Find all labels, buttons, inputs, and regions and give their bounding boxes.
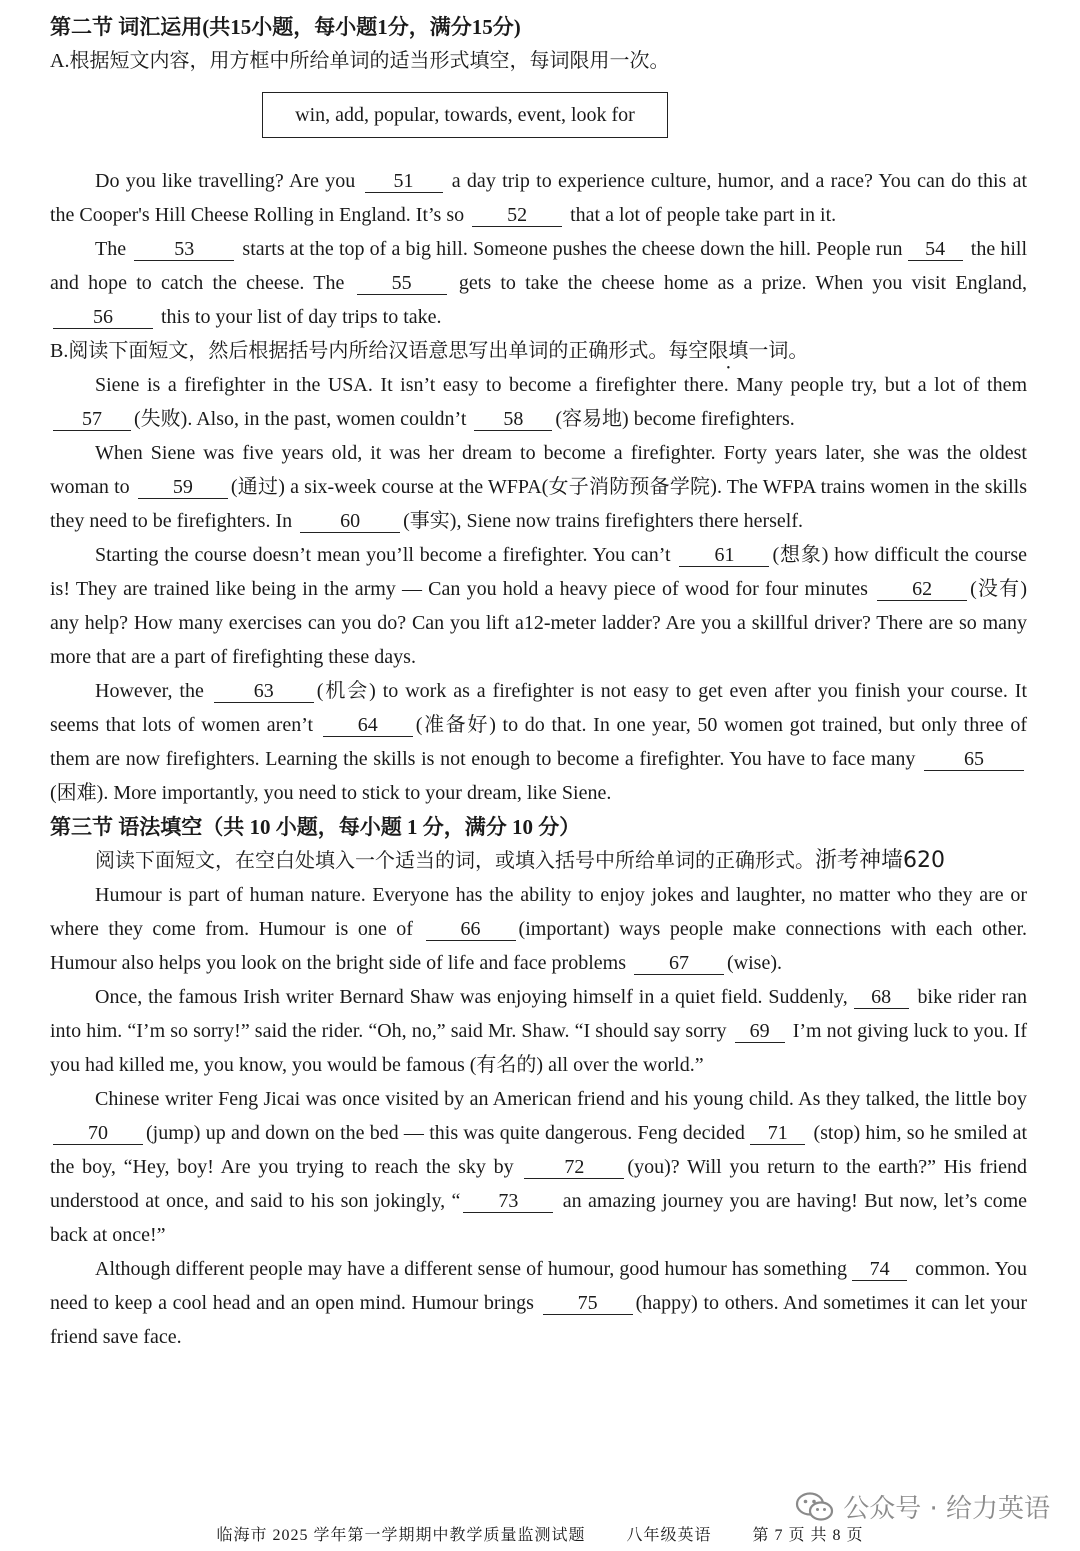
blank-57[interactable]: 57 [53, 408, 131, 431]
blank-53[interactable]: 53 [134, 238, 234, 261]
footer-page-number: 第 7 页 共 8 页 [752, 1527, 864, 1544]
partB-paragraph-2: When Siene was five years old, it was her dream to become a firefighter. Forty years later, she was the oldest woman to 59 (通过) a six-week course at the WFPA(女子消防预备学院). The WFPA trains women in the skills they need to be firefighters. In 60 (事实), Siene now trains firefighters there herself. [50, 442, 1027, 532]
stamp-text: 浙考神墙620 [815, 848, 945, 873]
partA-instruction: A.根据短文内容，用方框中所给单词的适当形式填空，每词限用一次。 [50, 50, 670, 72]
blank-52[interactable]: 52 [472, 204, 562, 227]
partB-paragraph-4: However, the 63 (机会) to work as a firefighter is not easy to get even after you finish your course. It seems that lots of women aren’t 64 (准备好) to do that. In one year, 50 women got trained, but only three of them are now firefighters. Learning the skills is not enough to become a firefighter. You have to face many 65(困难). More importantly, you need to stick to your dream, like Siene. [50, 680, 1028, 804]
blank-51[interactable]: 51 [365, 170, 443, 193]
blank-59[interactable]: 59 [138, 476, 228, 499]
section3-paragraph-4: Although different people may have a different sense of humour, good humour has something 74 common. You need to keep a cool head and an open mind. Humour brings 75 (happy) to others. And sometimes it can let your friend save face. [50, 1258, 1028, 1348]
blank-58[interactable]: 58 [474, 408, 552, 431]
partB-paragraph-3: Starting the course doesn’t mean you’ll become a firefighter. You can’t 61 (想象) how difficult the course is! They are trained like being in the army — Can you hold a heavy piece of wood for four minutes 62 (没有) any help? How many exercises can you do? Can you lift a12-meter ladder? Are you a skillful driver? There are so many more that are a part of firefighting these days. [50, 544, 1027, 668]
wechat-icon [795, 1491, 835, 1523]
footer-exam-title: 临海市 2025 学年第一学期期中教学质量监测试题 [216, 1527, 586, 1544]
blank-60[interactable]: 60 [300, 510, 400, 533]
blank-55[interactable]: 55 [357, 272, 447, 295]
word-box: win, add, popular, towards, event, look for [262, 92, 668, 138]
footer-grade: 八年级英语 [626, 1527, 712, 1544]
blank-72[interactable]: 72 [524, 1156, 624, 1179]
blank-75[interactable]: 75 [543, 1292, 633, 1315]
blank-56[interactable]: 56 [53, 306, 153, 329]
partB-paragraph-1: Siene is a firefighter in the USA. It isn’t easy to become a firefighter there. Many people try, but a lot of them 57 (失败). Also, in the past, women couldn’t 58 (容易地) become firefighters. [50, 368, 1027, 436]
page-footer [0, 1522, 1080, 1545]
blank-74[interactable]: 74 [852, 1258, 907, 1281]
blank-66[interactable]: 66 [426, 918, 516, 941]
blank-73[interactable]: 73 [463, 1190, 553, 1213]
emphasis-text: 每空限填一词 • [668, 340, 788, 362]
partB-instruction: B.阅读下面短文，然后根据括号内所给汉语意思写出单词的正确形式。每空限填一词 •。 [50, 334, 1027, 368]
section3-paragraph-3: Chinese writer Feng Jicai was once visited by an American friend and his young child. As they talked, the little boy 70 (jump) up and down on the bed — this was quite dangerous. Feng decided 71 (stop) him, so he smiled at the boy, “Hey, boy! Are you trying to reach the sky by 72 (you)? Will you return to the earth?” His friend understood at once, and said to his son jokingly, “ 73 an amazing journey you are having! But now, let’s come back at once!” [50, 1088, 1028, 1246]
exam-page [50, 10, 1027, 1354]
blank-67[interactable]: 67 [634, 952, 724, 975]
wechat-watermark [795, 1488, 1050, 1525]
blank-70[interactable]: 70 [53, 1122, 143, 1145]
blank-69[interactable]: 69 [735, 1020, 785, 1043]
blank-62[interactable]: 62 [877, 578, 967, 601]
blank-61[interactable]: 61 [679, 544, 769, 567]
blank-63[interactable]: 63 [214, 680, 314, 703]
blank-68[interactable]: 68 [854, 986, 909, 1009]
blank-54[interactable]: 54 [908, 238, 963, 261]
section3-instruction: 阅读下面短文，在空白处填入一个适当的词，或填入括号中所给单词的正确形式。浙考神墙620 [95, 848, 945, 873]
blank-65[interactable]: 65 [924, 748, 1024, 771]
section3-paragraph-1: Humour is part of human nature. Everyone has the ability to enjoy jokes and laughter, no matter who they are or where they come from. Humour is one of 66 (important) ways people make connections with each other. Humour also helps you look on the bright side of life and face problems 67 (wise). [50, 884, 1028, 974]
blank-71[interactable]: 71 [750, 1122, 805, 1145]
blank-64[interactable]: 64 [323, 714, 413, 737]
section3-title: 第三节 语法填空（共 10 小题，每小题 1 分，满分 10 分） [50, 815, 581, 839]
partA-paragraph-1: Do you like travelling? Are you 51 a day trip to experience culture, humor, and a race? You can do this at the Cooper's Hill Cheese Rolling in England. It’s so 52 that a lot of people take part in it. [50, 170, 1028, 226]
partA-paragraph-2: The 53 starts at the top of a big hill. Someone pushes the cheese down the hill. People run 54 the hill and hope to catch the cheese. The 55 gets to take the cheese home as a prize. When you visit England, 56 this to your list of day trips to take. [50, 238, 1028, 328]
section2-title: 第二节 词汇运用(共15小题，每小题1分，满分15分) [50, 15, 521, 39]
word-box-wrapper [50, 78, 1027, 164]
watermark-text: 公众号 · 给力英语 [843, 1494, 1050, 1524]
section3-paragraph-2: Once, the famous Irish writer Bernard Shaw was enjoying himself in a quiet field. Suddenly, 68 bike rider ran into him. “I’m so sorry!” said the rider. “Oh, no,” said Mr. Shaw. “I should say sorry 69 I’m not giving luck to you. If you had killed me, you know, you would be famous (有名的) all over the world.” [50, 986, 1028, 1076]
